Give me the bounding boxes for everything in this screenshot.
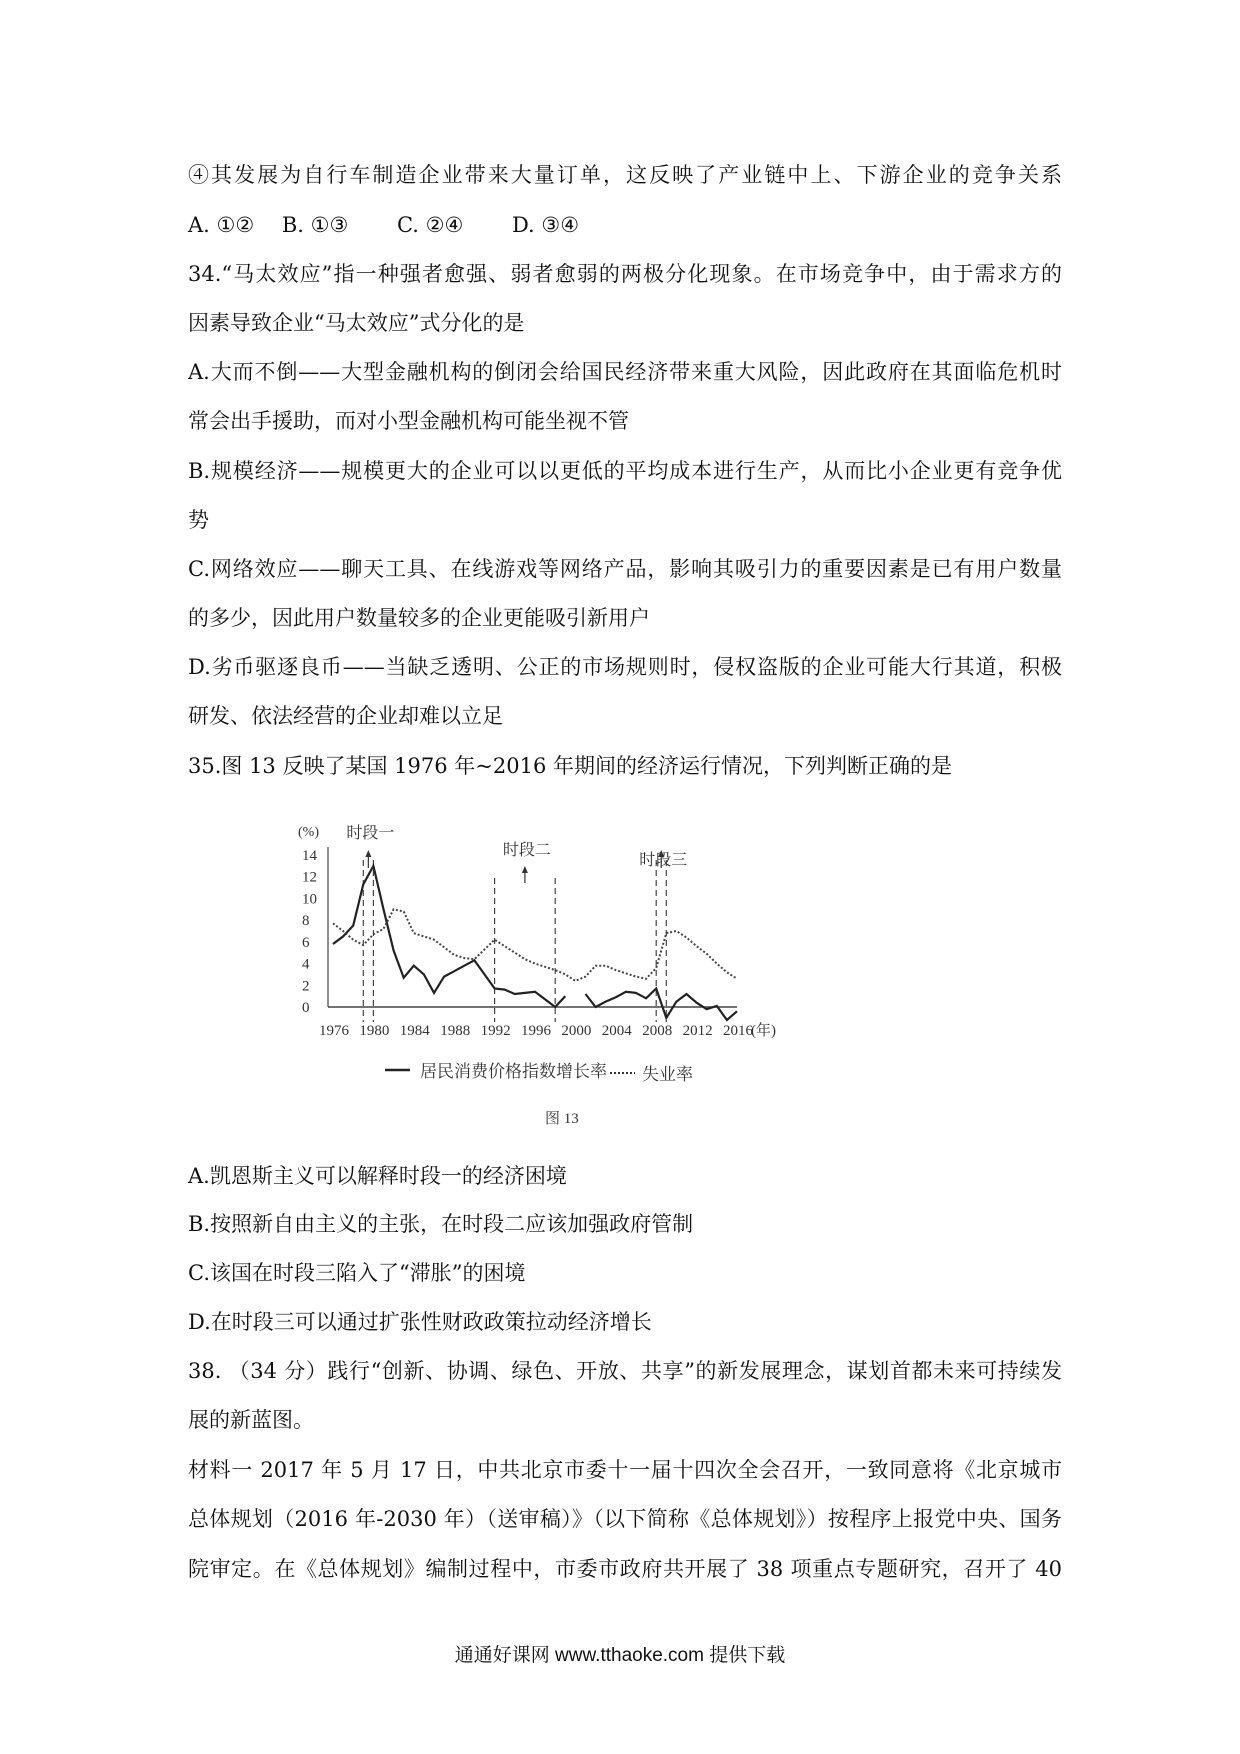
y-tick-label: 12 (302, 869, 317, 886)
text-line: ④其发展为自行车制造企业带来大量订单，这反映了产业链中上、下游企业的竞争关系 (188, 163, 1062, 187)
x-tick-label: 2016 (723, 1023, 753, 1039)
text-line: 研发、依法经营的企业却难以立足 (188, 704, 503, 728)
x-tick-label: 1976 (319, 1023, 349, 1039)
text-line: A.凯恩斯主义可以解释时段一的经济困境 (188, 1164, 567, 1188)
x-tick-label: 2008 (642, 1023, 673, 1039)
period-label: 时段二 (502, 842, 551, 859)
text-line: 展的新蓝图。 (188, 1408, 314, 1432)
footer-watermark: 通通好课网 www.tthaoke.com 提供下载 (454, 1645, 786, 1666)
x-tick-label: 2012 (682, 1023, 713, 1039)
x-tick-label: 1988 (440, 1023, 471, 1039)
text-line: 34.“马太效应”指一种强者愈强、弱者愈弱的两极分化现象。在市场竞争中，由于需求方的 (188, 262, 1062, 286)
text-line: 势 (188, 508, 209, 532)
x-tick-label: 1992 (480, 1023, 511, 1039)
text-line: D.劣币驱逐良币——当缺乏透明、公正的市场规则时，侵权盗版的企业可能大行其道，积极 (188, 655, 1062, 679)
legend-cpi-label: 居民消费价格指数增长率 (420, 1062, 607, 1081)
y-tick-label: 2 (302, 978, 310, 995)
unemployment-line (333, 909, 737, 981)
text-line: 总体规划（2016 年-2030 年）（送审稿）》（以下简称《总体规划》）按程序上报党中央、国务 (188, 1507, 1062, 1531)
y-tick-label: 6 (302, 934, 310, 951)
cpi-growth-line (333, 866, 737, 1020)
figure-caption: 图 13 (545, 1111, 579, 1127)
text-line: 院审定。在《总体规划》编制过程中，市委市政府共开展了 38 项重点专题研究，召开了 40 (188, 1557, 1062, 1581)
text-line: A.大而不倒——大型金融机构的倒闭会给国民经济带来重大风险，因此政府在其面临危机时 (188, 360, 1062, 384)
period-label: 时段一 (346, 825, 395, 842)
legend (385, 1062, 693, 1084)
text-line: C.该国在时段三陷入了“滞胀”的困境 (188, 1261, 526, 1285)
arrow-head-icon (522, 866, 528, 873)
y-tick-label: 4 (302, 956, 310, 973)
x-tick-label: 2004 (601, 1023, 632, 1039)
y-tick-label: 8 (302, 913, 310, 930)
y-tick-label: 14 (302, 848, 317, 864)
x-tick-label: 1980 (359, 1023, 390, 1039)
text-line: 38. （34 分）践行“创新、协调、绿色、开放、共享”的新发展理念，谋划首都未来可持续发 (188, 1359, 1062, 1383)
legend-unemployment-label: 失业率 (642, 1065, 693, 1084)
text-line: A. ①② B. ①③ C. ②④ D. ③④ (188, 213, 580, 237)
text-line: B.规模经济——规模更大的企业可以以更低的平均成本进行生产，从而比小企业更有竞争优 (188, 459, 1062, 483)
text-line: 常会出手援助，而对小型金融机构可能坐视不管 (188, 409, 629, 433)
text-line: 35.图 13 反映了某国 1976 年~2016 年期间的经济运行情况，下列判断正确的是 (188, 754, 952, 778)
period-label: 时段三 (639, 852, 688, 869)
arrow-head-icon (365, 850, 371, 857)
x-axis-unit: (年) (751, 1023, 776, 1039)
figure-13-chart (290, 790, 970, 1150)
y-axis-unit: (%) (298, 825, 319, 840)
text-line: 因素导致企业“马太效应”式分化的是 (188, 311, 525, 335)
text-line: C.网络效应——聊天工具、在线游戏等网络产品，影响其吸引力的重要因素是已有用户数量 (188, 557, 1062, 581)
x-tick-label: 1996 (521, 1023, 551, 1039)
y-tick-label: 0 (302, 1000, 310, 1016)
x-tick-label: 1984 (399, 1023, 430, 1039)
text-line: 材料一 2017 年 5 月 17 日，中共北京市委十一届十四次全会召开，一致同意将《北京城市 (188, 1458, 1062, 1482)
text-line: D.在时段三可以通过扩张性财政政策拉动经济增长 (188, 1310, 652, 1334)
y-tick-label: 10 (302, 891, 317, 908)
x-tick-label: 2000 (561, 1023, 592, 1039)
text-line: B.按照新自由主义的主张，在时段二应该加强政府管制 (188, 1212, 694, 1236)
text-line: 的多少，因此用户数量较多的企业更能吸引新用户 (188, 606, 650, 630)
